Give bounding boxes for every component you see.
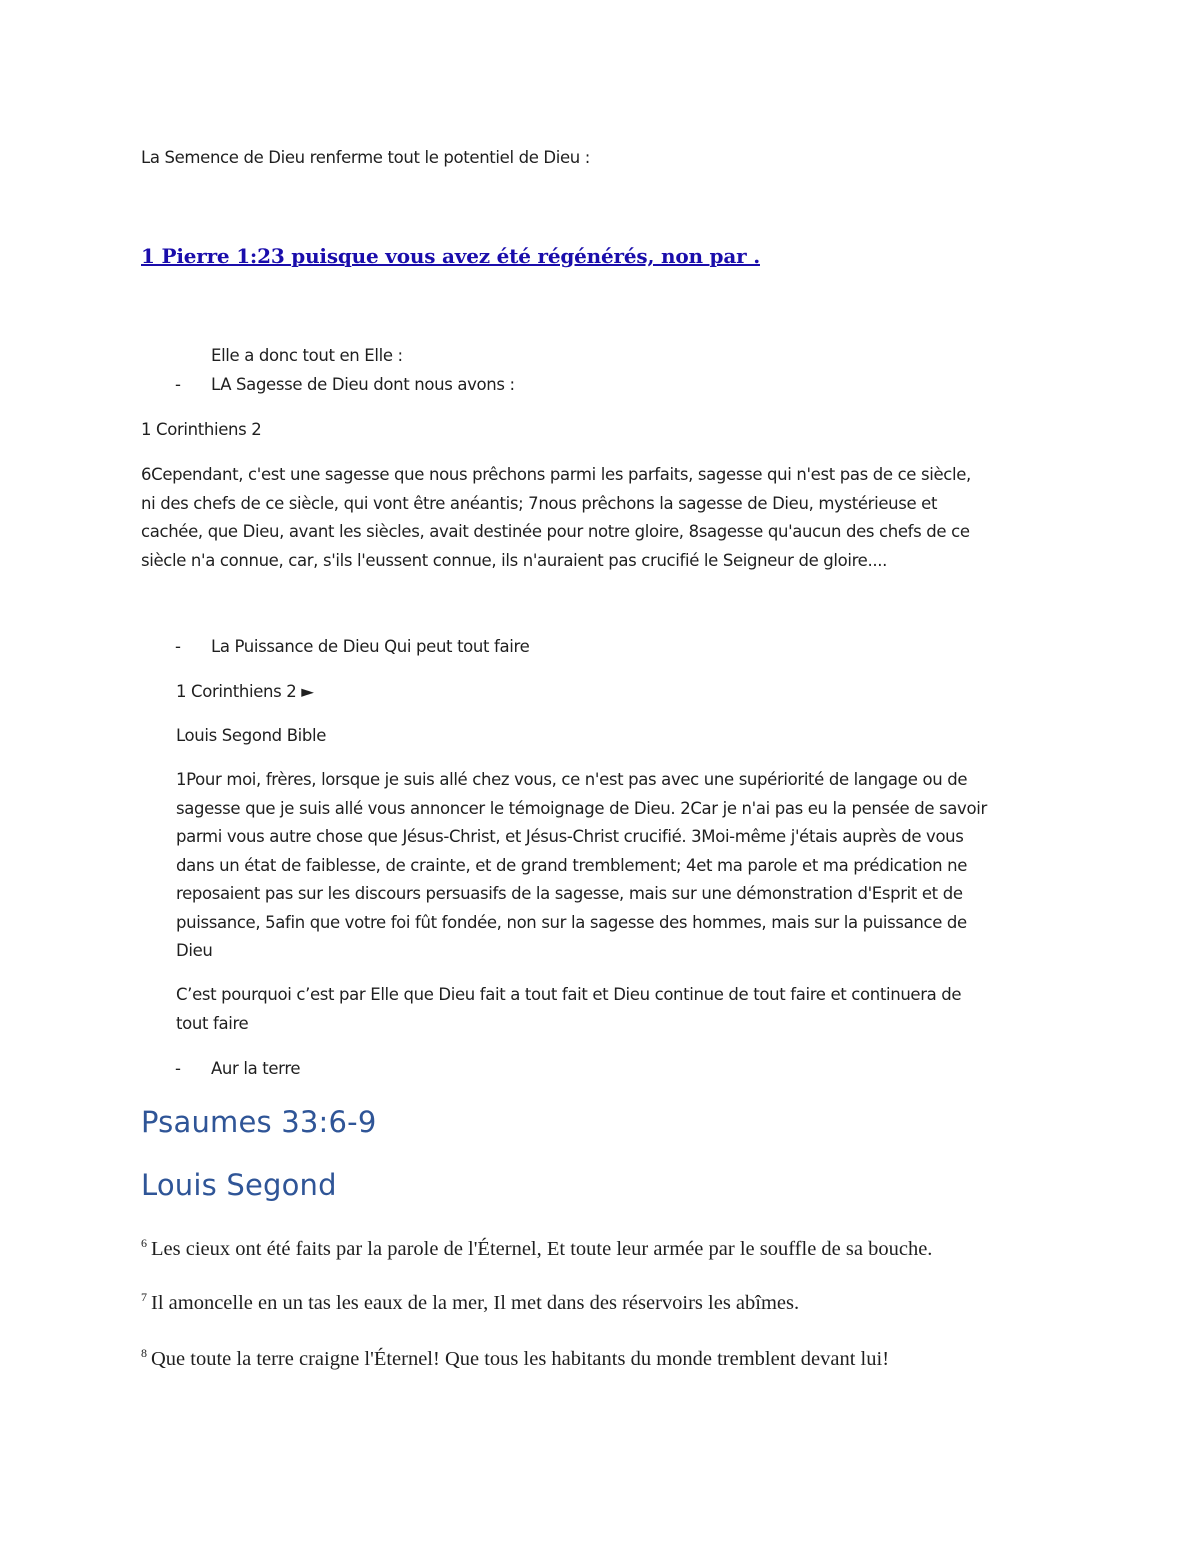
passage-power [176,766,987,966]
passage-power-line: sagesse que je suis allé vous annoncer le témoignage de Dieu. 2Car je n'ai pas eu la pensée de savoir [176,798,987,818]
verse-7 [141,1290,799,1315]
passage-power-line: dans un état de faiblesse, de crainte, et de grand tremblement; 4et ma parole et ma prédication ne [176,855,968,875]
verse-number: 6 [141,1236,147,1250]
bullet-earth: Aur la terre [211,1059,301,1078]
bullet-dash-1: - [175,375,181,394]
passage-power-line: parmi vous autre chose que Jésus-Christ, et Jésus-Christ crucifié. 3Moi-même j'étais auprès de vous [176,827,964,846]
verse-text: Les cieux ont été faits par la parole de l'Éternel, Et toute leur armée par le souffle de sa bouche. [151,1238,933,1260]
passage-power-line: puissance, 5afin que votre foi fût fondée, non sur la sagesse des hommes, mais sur la puissance de [176,912,967,932]
version-heading: Louis Segond [141,1168,337,1202]
passage-power-line: Dieu [176,941,213,960]
bullet-dash-2: - [175,637,181,656]
passage-wisdom-line: cachée, que Dieu, avant les siècles, avait destinée pour notre gloire, 8sagesse qu'aucun des chefs de ce [141,522,970,541]
passage-wisdom [141,461,971,575]
verse-text: Que toute la terre craigne l'Éternel! Que tous les habitants du monde tremblent devant lui! [151,1348,890,1370]
verse-number: 8 [141,1346,147,1360]
passage-wisdom-line: siècle n'a connue, car, s'ils l'eussent connue, ils n'auraient pas crucifié le Seigneur de gloire.... [141,550,888,570]
bullet-dash-3: - [175,1059,181,1078]
bible-version-label: Louis Segond Bible [176,726,327,745]
intro-line: La Semence de Dieu renferme tout le potentiel de Dieu : [141,148,591,167]
psalm-heading: Psaumes 33:6-9 [141,1105,377,1139]
elle-line: Elle a donc tout en Elle : [211,346,403,365]
verse-number: 7 [141,1290,147,1304]
verse-6 [141,1236,932,1261]
bullet-power: La Puissance de Dieu Qui peut tout faire [211,637,530,656]
conclusion-line: C’est pourquoi c’est par Elle que Dieu fait a tout fait et Dieu continue de tout faire et continuera de [176,985,962,1004]
bullet-wisdom: LA Sagesse de Dieu dont nous avons : [211,375,515,394]
reference-corinthians-1: 1 Corinthiens 2 [141,420,262,439]
passage-wisdom-line: 6Cependant, c'est une sagesse que nous prêchons parmi les parfaits, sagesse qui n'est pas de ce siècle, [141,465,971,484]
scripture-link[interactable]: 1 Pierre 1:23 puisque vous avez été régénérés, non par . [141,244,760,268]
verse-text: Il amoncelle en un tas les eaux de la mer, Il met dans des réservoirs les abîmes. [151,1292,800,1314]
conclusion-paragraph [176,981,961,1038]
passage-power-line: 1Pour moi, frères, lorsque je suis allé chez vous, ce n'est pas avec une supériorité de langage ou de [176,770,968,789]
reference-corinthians-2: 1 Corinthiens 2 ► [176,682,314,701]
verse-8 [141,1346,889,1371]
conclusion-line: tout faire [176,1013,249,1033]
passage-wisdom-line: ni des chefs de ce siècle, qui vont être anéantis; 7nous prêchons la sagesse de Dieu, mystérieuse et [141,493,938,513]
passage-power-line: reposaient pas sur les discours persuasifs de la sagesse, mais sur une démonstration d'Esprit et de [176,884,963,903]
